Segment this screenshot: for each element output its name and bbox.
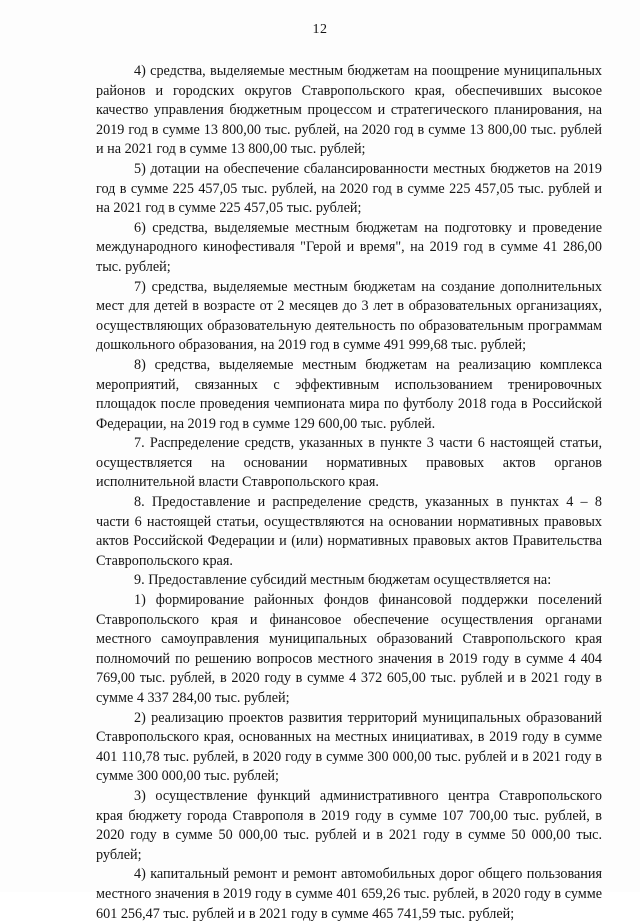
- paragraph-subitem-2-local-initiatives: 2) реализацию проектов развития территорий муниципальных образований Ставропольского края, основанных на местных инициативах, в 2019 году в сумме 401 110,78 тыс. рублей, в 2020 году в сумме 300 000,00 тыс. рублей и в 2021 году в сумме 300 000,00 тыс. рублей;: [96, 709, 602, 785]
- page-number: 12: [312, 22, 328, 37]
- paragraph-item-7-preschool-places: 7) средства, выделяемые местным бюджетам на создание дополнительных мест для детей в возрасте от 2 месяцев до 3 лет в образовательных организациях, осуществляющих образовательную деятельность по образовательным программам дошкольного образования, на 2019 год в сумме 491 999,68 тыс. рублей;: [96, 278, 602, 354]
- paragraph-item-4-awards: 4) средства, выделяемые местным бюджетам на поощрение муниципальных районов и городских округов Ставропольского края, обеспечивших высокое качество управления бюджетным процессом и стратегического планирования, на 2019 год в сумме 13 800,00 тыс. рублей, на 2020 год в сумме 13 800,00 тыс. рублей и на 2021 год в сумме 13 800,00 тыс. рублей;: [96, 63, 602, 158]
- paragraph-subitem-4-road-repair: 4) капитальный ремонт и ремонт автомобильных дорог общего пользования местного значения в 2019 году в сумме 401 659,26 тыс. рублей, в 2020 году в сумме 601 256,47 тыс. рублей и в 2021 году в сумме 465 741,59 тыс. рублей;: [96, 866, 602, 922]
- paragraph-subitem-1-district-funds: 1) формирование районных фондов финансовой поддержки поселений Ставропольского края и финансовое обеспечение осуществления органами местного самоуправления муниципальных образований Ставропольского края полномочий по решению вопросов местного значения в 2019 году в сумме 4 404 769,00 тыс. рублей, в 2020 году в сумме 4 372 605,00 тыс. рублей и в 2021 году в сумме 4 337 284,00 тыс. рублей;: [96, 592, 602, 706]
- paragraph-clause-9: 9. Предоставление субсидий местным бюджетам осуществляется на:: [134, 572, 552, 589]
- document-body: [96, 62, 602, 924]
- paragraph-clause-7: 7. Распределение средств, указанных в пункте 3 части 6 настоящей статьи, осуществляется на основании нормативных правовых актов органов исполнительной власти Ставропольского края.: [96, 435, 602, 491]
- paragraph-item-5-subsidies: 5) дотации на обеспечение сбалансированности местных бюджетов на 2019 год в сумме 225 457,05 тыс. рублей, на 2020 год в сумме 225 457,05 тыс. рублей и на 2021 год в сумме 225 457,05 тыс. рублей;: [96, 160, 602, 217]
- paragraph-clause-8: 8. Предоставление и распределение средств, указанных в пунктах 4 – 8 части 6 настоящей статьи, осуществляются на основании нормативных правовых актов Российской Федерации и (или) нормативных правовых актов Правительства Ставропольского края.: [96, 494, 602, 569]
- paragraph-item-8-training-grounds: 8) средства, выделяемые местным бюджетам на реализацию комплекса мероприятий, связанных с эффективным использованием тренировочных площадок после проведения чемпионата мира по футболу 2018 года в Российской Федерации, на 2019 год в сумме 129 600,00 тыс. рублей.: [96, 356, 602, 432]
- paragraph-item-6-film-festival: 6) средства, выделяемые местным бюджетам на подготовку и проведение международного кинофестиваля "Герой и время", на 2019 год в сумме 41 286,00 тыс. рублей;: [96, 219, 602, 275]
- paragraph-subitem-3-admin-center: 3) осуществление функций административного центра Ставропольского края бюджету города Ставрополя в 2019 году в сумме 107 700,00 тыс. рублей, в 2020 году в сумме 50 000,00 тыс. рублей и в 2021 году в сумме 50 000,00 тыс. рублей;: [96, 787, 602, 863]
